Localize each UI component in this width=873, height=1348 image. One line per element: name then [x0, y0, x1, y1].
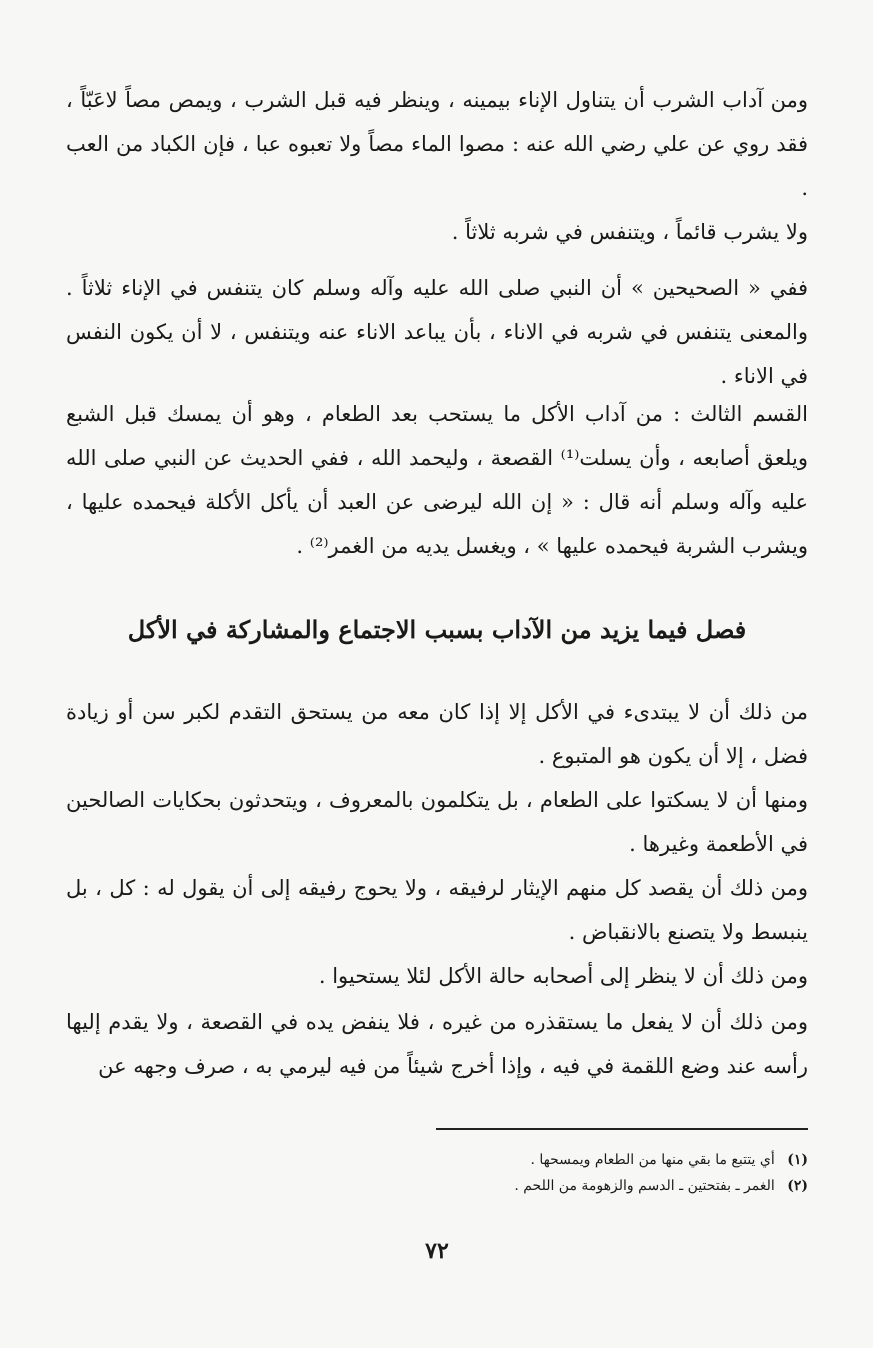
section-heading: فصل فيما يزيد من الآداب بسبب الاجتماع والمشاركة في الأكل	[127, 615, 747, 644]
footnote-number: (٢)	[787, 1178, 808, 1194]
paragraph-preference: ومن ذلك أن يقصد كل منهم الإيثار لرفيقه ، ولا يحوج رفيقه إلى أن يقول له : كل ، بل ينبسط ولا يتصنع بالانقباض .	[66, 876, 808, 944]
paragraph-not-standing: ولا يشرب قائماً ، ويتنفس في شربه ثلاثاً .	[451, 220, 808, 244]
footnote-text: أي يتتبع ما بقي منها من الطعام ويمسحها .	[530, 1152, 775, 1168]
paragraph-not-start: من ذلك أن لا يبتدىء في الأكل إلا إذا كان معه من يستحق التقدم لكبر سن أو زيادة فضل ، إلا أن يكون هو المتبوع .	[66, 700, 808, 768]
paragraph-not-silent: ومنها أن لا يسكتوا على الطعام ، بل يتكلمون بالمعروف ، ويتحدثون بحكايات الصالحين في الأطعمة وغيرها .	[66, 788, 808, 856]
paragraph-not-look: ومن ذلك أن لا ينظر إلى أصحابه حالة الأكل لئلا يستحيوا .	[318, 964, 808, 988]
page-number: ٧٢	[425, 1238, 449, 1264]
paragraph-third-section: القسم الثالث : من آداب الأكل ما يستحب بعد الطعام ، وهو أن يمسك قبل الشبع ويلعق أصابعه ، وأن يسلت⁽¹⁾ القصعة ، وليحمد الله ، ففي الحديث عن النبي صلى الله عليه وآله وسلم أنه قال : « إن الله ليرضى عن العبد أن يأكل الأكلة فيحمده عليها ، ويشرب الشربة فيحمده عليها » ، ويغسل يديه من الغمر⁽²⁾ .	[66, 402, 808, 558]
paragraph-drinking-etiquette: ومن آداب الشرب أن يتناول الإناء بيمينه ، وينظر فيه قبل الشرب ، ويمص مصاً لاعَبّاً ، فقد روي عن علي رضي الله عنه : مصوا الماء مصاً ولا تعبوه عبا ، فإن الكباد من العب .	[66, 88, 808, 200]
paragraph-not-repulsive: ومن ذلك أن لا يفعل ما يستقذره من غيره ، فلا ينفض يده في القصعة ، ولا يقدم إليها رأسه عند وضع اللقمة في فيه ، وإذا أخرج شيئاً من فيه ليرمي به ، صرف وجهه عن	[66, 1010, 808, 1078]
footnote-2	[66, 1174, 808, 1198]
footnote-1	[66, 1148, 808, 1172]
footnote-number: (١)	[787, 1152, 808, 1168]
footnote-divider	[436, 1128, 808, 1130]
footnote-text: الغمر ـ بفتحتين ـ الدسم والزهومة من اللحم .	[514, 1178, 775, 1194]
paragraph-sahihayn: ففي « الصحيحين » أن النبي صلى الله عليه وآله وسلم كان يتنفس في الإناء ثلاثاً . والمعنى يتنفس في شربه في الاناء ، بأن يباعد الاناء عنه ويتنفس ، لا أن يكون النفس في الاناء .	[66, 276, 808, 388]
